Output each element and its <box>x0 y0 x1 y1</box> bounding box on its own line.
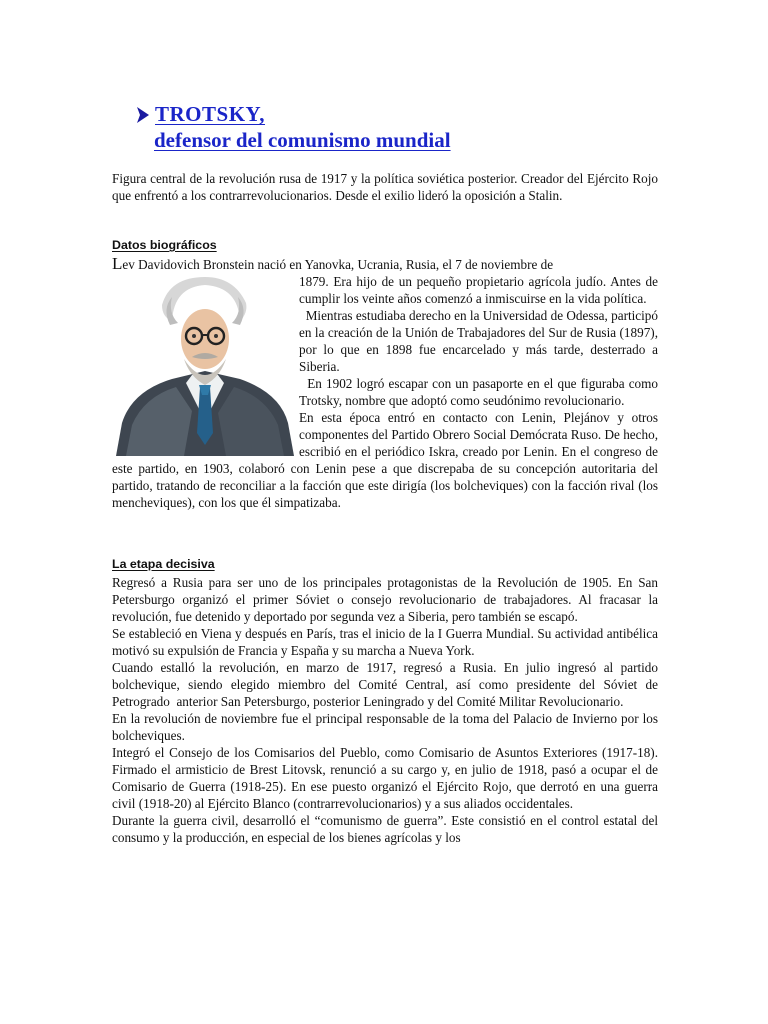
decisive-heading: La etapa decisiva <box>112 557 215 571</box>
intro-paragraph: Figura central de la revolución rusa de 1917 y la política soviética posterior. Creador del Ejército Rojo que enfrentó a los contrarrevolucionarios. Desde el exilio lideró la oposición a Stalin. <box>112 171 658 203</box>
trotsky-portrait-image <box>112 273 299 456</box>
arrow-bullet-icon <box>135 104 153 126</box>
title-block <box>135 102 555 152</box>
bio-dropcap: L <box>112 254 123 273</box>
bio-heading: Datos biográficos <box>112 238 217 252</box>
bio-text-first-line: ev Davidovich Bronstein nació en Yanovka, Ucrania, Rusia, el 7 de noviembre de <box>122 257 554 272</box>
decisive-paragraph: Regresó a Rusia para ser uno de los principales protagonistas de la Revolución de 1905. En San Petersburgo organizó el primer Sóviet o consejo revolucionario de trabajadores. Al fracasar la revolución, fue detenido y deportado por segunda vez a Siberia, pero también se escapó. Se estableció en Viena y después en París, tras el inicio de la I Guerra Mundial. Su actividad antibélica motivó su expulsión de Francia y España y su marcha a Nueva York. Cuando estalló la revolución, en marzo de 1917, regresó a Rusia. En julio ingresó al partido bolchevique, siendo elegido miembro del Comité Central, así como presidente del Sóviet de Petrogrado anterior San Petersburgo, posterior Leningrado y del Comité Militar Revolucionario. En la revolución de noviembre fue el principal responsable de la toma del Palacio de Invierno por los bolcheviques. Integró el Consejo de los Comisarios del Pueblo, como Comisario de Asuntos Exteriores (1917-18). Firmado el armisticio de Brest Litovsk, renunció a su cargo y, en julio de 1918, pasó a ocupar el de Comisario de Guerra (1918-25). En ese puesto organizó el Ejército Rojo, que derrotó en una guerra civil (1918-20) al Ejército Blanco (contrarrevolucionarios) y a sus aliados occidentales. Durante la guerra civil, desarrolló el “comunismo de guerra”. Este consistió en el control estatal del consumo y la producción, en especial de los bienes agrícolas y los <box>112 575 658 845</box>
title-sub: defensor del comunismo mundial <box>154 128 451 152</box>
bio-paragraph <box>112 256 658 511</box>
title-main: TROTSKY, <box>155 102 266 126</box>
bio-text-rest: 1879. Era hijo de un pequeño propietario agrícola judío. Antes de cumplir los veinte años comenzó a inmiscuirse en la vida política. Mientras estudiaba derecho en la Universidad de Odessa, participó en la creación de la Unión de Trabajadores del Sur de Rusia (1897), por lo que en 1898 fue encarcelado y más tarde, desterrado a Siberia. En 1902 logró escapar con un pasaporte en el que figuraba como Trotsky, nombre que adoptó como seudónimo revolucionario. En esta época entró en contacto con Lenin, Plejánov y otros componentes del Partido Obrero Social Demócrata Ruso. De hecho, escribió en el periódico Iskra, creado por Lenin. En el congreso de este partido, en 1903, colaboró con Lenin pese a que discrepaba de su concepción autoritaria del partido, tratando de reconciliar a la facción que este dirigía (los bolcheviques) con la facción rival (los mencheviques), con los que él simpatizaba. <box>112 274 658 510</box>
